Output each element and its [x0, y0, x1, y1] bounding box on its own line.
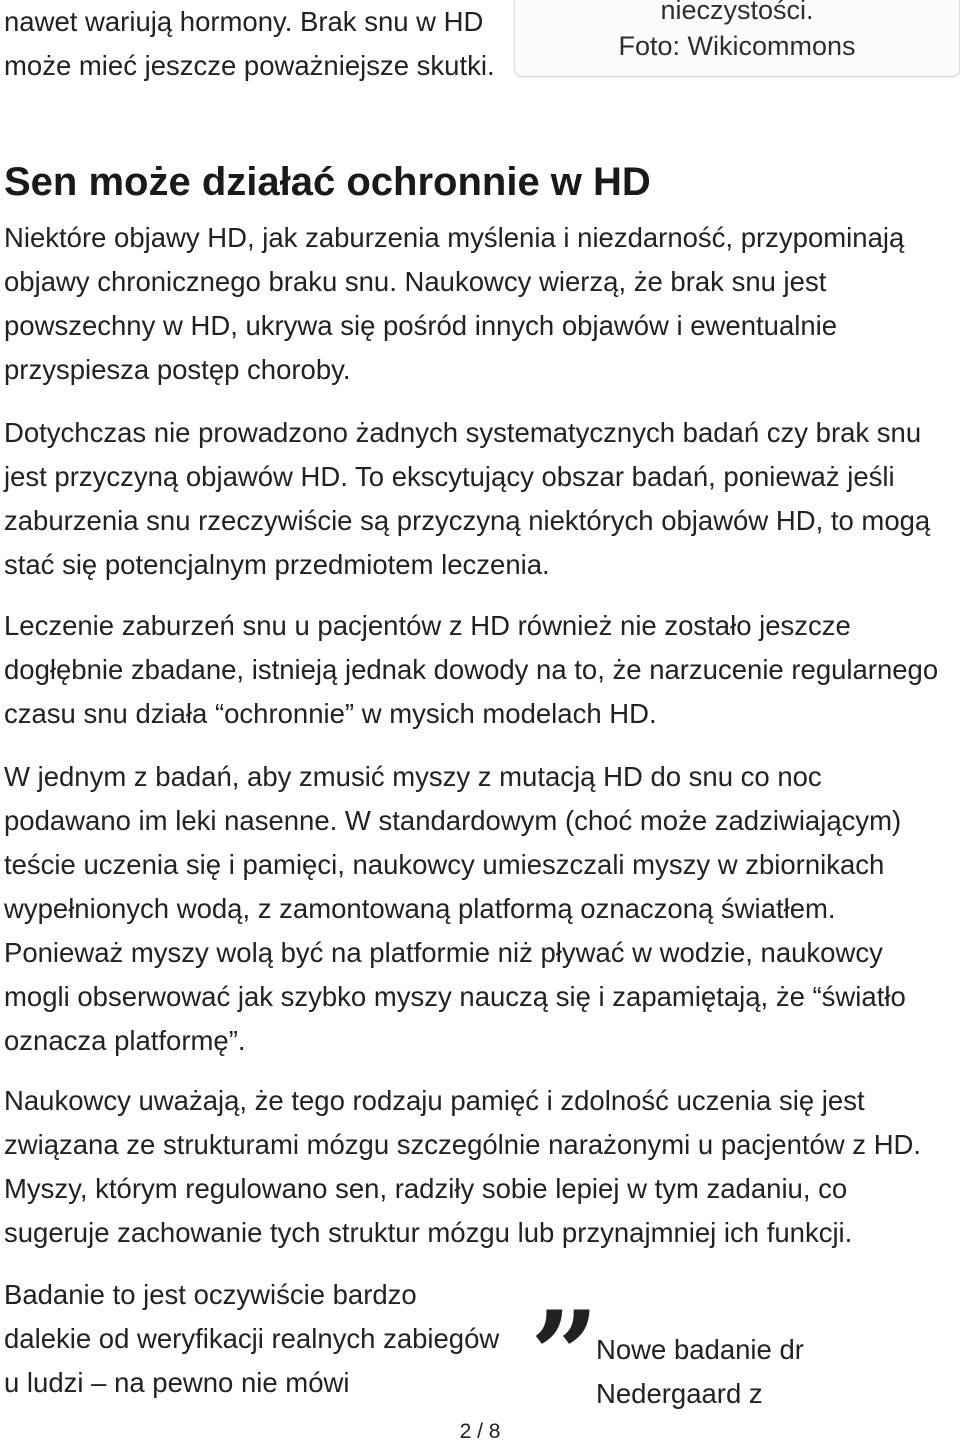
pull-quote: Nowe badanie dr Nedergaard z	[596, 1334, 804, 1409]
bottom-paragraph: Badanie to jest oczywiście bardzo dalekie od weryfikacji realnych zabiegów u ludzi – na pewno nie mówi	[4, 1279, 500, 1398]
paragraph-5: Naukowcy uważają, że tego rodzaju pamięć i zdolność uczenia się jest związana ze strukturami mózgu szczególnie narażonymi u pacjentów z HD. Myszy, którym regulowano sen, radziły sobie lepiej w tym zadaniu, co sugeruje zachowanie tych struktur mózgu lub przynajmniej ich funkcji.	[4, 1085, 922, 1248]
paragraph-2: Dotychczas nie prowadzono żadnych systematycznych badań czy brak snu jest przyczyną objawów HD. To ekscytujący obszar badań, ponieważ jeśli zaburzenia snu rzeczywiście są przyczyną niektórych objawów HD, to mogą stać się potencjalnym przedmiotem leczenia.	[4, 417, 931, 580]
image-credit: Foto: Wikicommons	[618, 31, 856, 61]
section-heading: Sen może działać ochronnie w HD	[4, 160, 651, 204]
paragraph-4: W jednym z badań, aby zmusić myszy z mutacją HD do snu co noc podawano im leki nasenne. W standardowym (choć może zadziwiającym) teście uczenia się i pamięci, naukowcy umieszczali myszy w zbiornikach wypełnionych wodą, z zamontowaną platformą oznaczoną światłem. Ponieważ myszy wolą być na platformie niż pływać w wodzie, naukowcy mogli obserwować jak szybko myszy nauczą się i zapamiętają, że “światło oznacza platformę”.	[4, 761, 906, 1056]
page-number: 2 / 8	[459, 1420, 501, 1443]
intro-paragraph-tail: nawet wariują hormony. Brak snu w HD może mieć jeszcze poważniejsze skutki.	[4, 6, 495, 81]
paragraph-3: Leczenie zaburzeń snu u pacjentów z HD również nie zostało jeszcze dogłębnie zbadane, istnieją jednak dowody na to, że narzucenie regularnego czasu snu działa “ochronnie” w mysich modelach HD.	[4, 610, 939, 729]
quote-mark-icon: ”	[530, 1285, 600, 1426]
image-caption-box	[514, 0, 960, 77]
paragraph-1: Niektóre objawy HD, jak zaburzenia myślenia i niezdarność, przypominają objawy chronicznego braku snu. Naukowcy wierzą, że brak snu jest powszechny w HD, ukrywa się pośród innych objawów i ewentualnie przyspiesza postęp choroby.	[4, 222, 905, 385]
image-caption-text: nieczystości.	[660, 0, 814, 25]
